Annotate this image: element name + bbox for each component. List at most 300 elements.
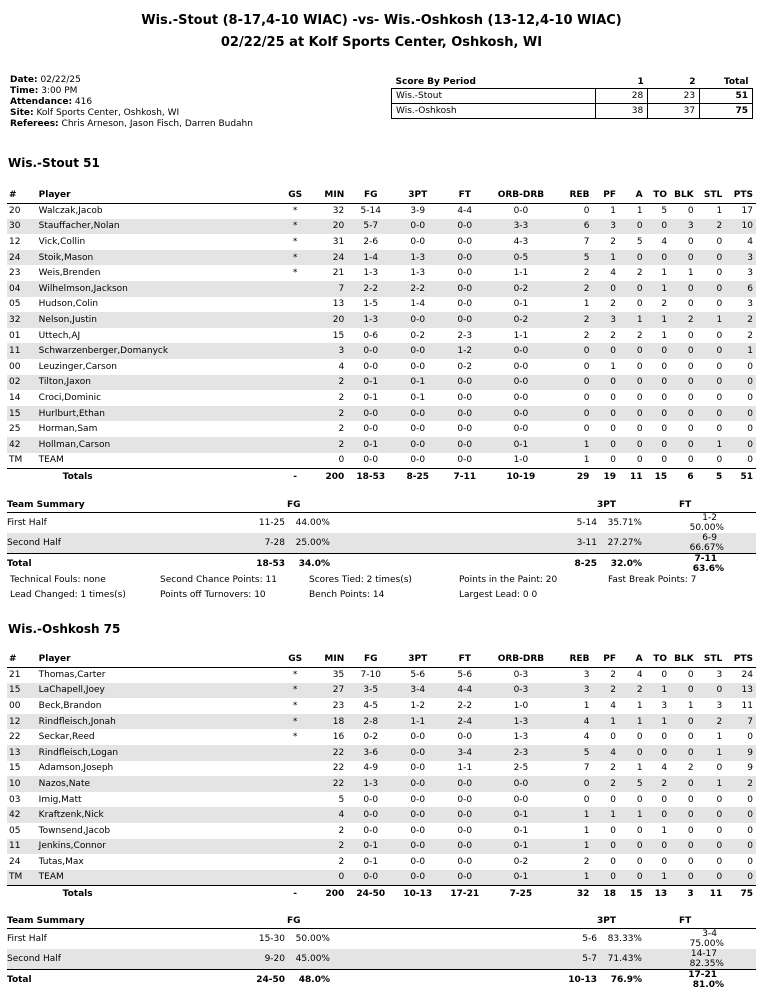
stat-cell: 0: [716, 236, 723, 247]
stat-cell: 5: [554, 250, 593, 266]
stat-cell: 1: [697, 745, 726, 761]
stat-cell: 05: [9, 825, 21, 836]
player-row: [7, 839, 756, 855]
stat-cell: 6: [554, 219, 593, 235]
stat-cell: Nelson,Justin: [39, 312, 284, 328]
stat-cell: 0-0: [457, 268, 473, 279]
stat-cell: 0: [747, 361, 753, 372]
stat-cell: 2: [306, 839, 347, 855]
stat-cell: 35: [332, 670, 345, 681]
stat-cell: 05: [9, 299, 21, 310]
player-row: [7, 250, 756, 266]
stat-cell: 4: [592, 745, 619, 761]
stat-cell: 0: [670, 437, 697, 453]
stat-cell: 0-0: [394, 807, 441, 823]
stat-cell: Kraftzenk,Nick: [39, 807, 284, 823]
summary-row: [7, 553, 756, 574]
column-header: PTS: [725, 652, 756, 667]
stat-cell: 14: [9, 392, 21, 403]
stat-cell: 3-3: [488, 219, 553, 235]
stat-cell: 4: [747, 236, 753, 247]
stat-cell: Rindfleisch,Jonah: [39, 714, 284, 730]
stat-cell: 2-4: [441, 714, 488, 730]
percentage: 63.6%: [692, 563, 724, 574]
stat-cell: [284, 297, 306, 313]
stat-cell: 2-5: [513, 763, 529, 774]
stat-cell: 2: [583, 856, 590, 867]
stat-cell: 0: [661, 361, 668, 372]
game-title: Wis.-Stout (8-17,4-10 WIAC) -vs- Wis.-Oshkosh (13-12,4-10 WIAC): [141, 13, 622, 28]
column-header: TO: [646, 652, 671, 667]
stat-cell: 1-1: [394, 714, 441, 730]
stat-cell: Nazos,Nate: [39, 776, 284, 792]
stat-cell: 3-4: [394, 683, 441, 699]
largest-lead: Largest Lead: 0 0: [459, 590, 538, 600]
player-row: [7, 807, 756, 823]
column-header: REB: [554, 652, 593, 667]
player-row: [7, 714, 756, 730]
stat-cell: 0: [592, 870, 619, 886]
stat-cell: 1: [554, 807, 593, 823]
stat-cell: 1-0: [513, 700, 529, 711]
total-cell: 10-19: [488, 468, 553, 485]
stat-cell: *: [292, 268, 298, 279]
column-header: FT: [441, 188, 488, 203]
stat-cell: 0: [583, 206, 590, 217]
stat-cell: 0-0: [394, 219, 441, 235]
stat-cell: 3: [554, 683, 593, 699]
stat-cell: 1-3: [363, 268, 379, 279]
stat-cell: 0: [716, 455, 723, 466]
stat-cell: 0: [697, 375, 726, 391]
stat-cell: 2: [697, 714, 726, 730]
stat-cell: 0: [583, 794, 590, 805]
stat-cell: 0: [725, 406, 756, 422]
period-row: Wis.-Oshkosh 38 37 75: [392, 104, 753, 119]
stat-cell: Tutas,Max: [38, 856, 84, 867]
stat-cell: 1: [554, 437, 593, 453]
stat-cell: 0: [670, 745, 697, 761]
stat-cell: 0-0: [513, 361, 529, 372]
stat-cell: 0-0: [410, 236, 426, 247]
stat-cell: 25: [9, 424, 21, 435]
game-info: [10, 75, 253, 130]
stat-cell: 2: [687, 763, 694, 774]
player-row: [7, 343, 756, 359]
stat-cell: 24: [7, 250, 39, 266]
stat-cell: 1: [697, 776, 726, 792]
made-attempted: 9-20: [264, 953, 285, 964]
total-cell: 75: [725, 885, 756, 902]
stat-cell: 0: [610, 732, 617, 743]
total-cell: 200: [306, 885, 347, 902]
total-header: Total: [723, 77, 749, 87]
player-row: [7, 776, 756, 792]
stat-cell: 0-0: [347, 406, 394, 422]
total-cell: 15: [619, 885, 646, 902]
stat-cell: 00: [9, 361, 21, 372]
stat-cell: 0: [636, 361, 643, 372]
stat-cell: 0: [636, 856, 643, 867]
total-cell: 5: [697, 468, 726, 485]
stat-cell: 0-0: [457, 455, 473, 466]
stat-cell: 0: [554, 375, 593, 391]
team-summary-oshkosh: [7, 915, 756, 990]
column-header: STL: [697, 188, 726, 203]
stat-cell: TM: [7, 870, 39, 886]
stat-cell: 7: [583, 763, 590, 774]
percentage: 45.00%: [295, 953, 330, 964]
stat-cell: 2: [610, 763, 617, 774]
stat-cell: 1: [619, 807, 646, 823]
player-row: [7, 870, 756, 886]
stat-cell: 0-6: [363, 330, 379, 341]
total-cell: 15: [646, 468, 671, 485]
percentage: 75.00%: [689, 938, 724, 949]
stat-cell: 0: [716, 361, 723, 372]
stat-cell: 1: [646, 870, 671, 886]
stat-cell: 2-6: [363, 236, 379, 247]
summary-label: Second Half: [7, 953, 61, 964]
stat-cell: 0-0: [441, 776, 488, 792]
stat-cell: 0-1: [410, 392, 426, 403]
stat-cell: 0-2: [363, 732, 379, 743]
time-line: Time: 3:00 PM: [10, 86, 78, 96]
stat-cell: 15: [7, 406, 39, 422]
stat-cell: 22: [306, 745, 347, 761]
stat-cell: 31: [332, 236, 345, 247]
stat-cell: 16: [332, 732, 345, 743]
stat-cell: 3-9: [410, 206, 426, 217]
stat-cell: 1: [636, 763, 643, 774]
stat-cell: 0: [592, 839, 619, 855]
stat-cell: 2: [636, 330, 643, 341]
stat-cell: 0-0: [441, 437, 488, 453]
column-header: 3PT: [394, 652, 441, 667]
stat-cell: 0: [687, 392, 694, 403]
stat-cell: Croci,Dominic: [38, 392, 102, 403]
stat-cell: 0-0: [457, 825, 473, 836]
percentage: 25.00%: [295, 537, 330, 548]
stat-cell: 5: [554, 745, 593, 761]
period-2-header: 2: [689, 77, 696, 87]
column-header: ORB-DRB: [488, 188, 553, 203]
stat-cell: 2: [697, 219, 726, 235]
stat-cell: 01: [9, 330, 21, 341]
made-attempted: 11-25: [258, 517, 285, 528]
total-cell: 7-25: [488, 885, 553, 902]
stat-cell: 0-0: [394, 437, 441, 453]
stat-cell: Seckar,Reed: [38, 732, 95, 743]
stat-cell: 0: [670, 683, 697, 699]
stat-cell: 0: [619, 219, 646, 235]
stat-cell: 0: [747, 732, 753, 743]
stat-cell: 0-0: [347, 807, 394, 823]
stat-cell: 0-0: [441, 312, 488, 328]
stat-cell: 0: [661, 424, 668, 435]
stat-cell: 0: [687, 825, 694, 836]
total-cell: 32: [554, 885, 593, 902]
stat-cell: 00: [9, 700, 21, 711]
stat-cell: 4: [636, 670, 643, 681]
stat-cell: [284, 281, 306, 297]
stat-cell: 03: [9, 794, 21, 805]
stat-cell: 15: [332, 330, 345, 341]
stat-cell: 20: [306, 312, 347, 328]
stat-cell: 0-0: [513, 206, 529, 217]
made-attempted: 7-28: [264, 537, 285, 548]
stat-cell: 0-1: [363, 392, 379, 403]
stat-cell: 0-0: [488, 406, 553, 422]
stat-cell: 1: [716, 206, 723, 217]
stat-cell: 0: [636, 794, 643, 805]
stat-cell: Wilhelmson,Jackson: [39, 281, 284, 297]
stat-cell: 1-3: [394, 250, 441, 266]
player-row: [7, 281, 756, 297]
total-cell: [7, 885, 39, 902]
stat-cell: 1: [592, 714, 619, 730]
stat-cell: 13: [725, 683, 756, 699]
stat-cell: 3: [592, 312, 619, 328]
stat-cell: 2: [306, 406, 347, 422]
total-cell: 6: [670, 468, 697, 485]
stat-cell: 0-0: [441, 406, 488, 422]
stat-cell: 0-0: [410, 732, 426, 743]
stat-cell: 5: [619, 776, 646, 792]
stat-cell: 1: [661, 268, 668, 279]
stat-cell: 2: [338, 424, 345, 435]
stat-cell: 3: [670, 219, 697, 235]
stat-cell: 0: [697, 343, 726, 359]
second-chance-points: Second Chance Points: 11: [160, 575, 277, 585]
stat-cell: [284, 776, 306, 792]
column-header: MIN: [306, 652, 347, 667]
stat-cell: 7: [306, 281, 347, 297]
stat-cell: 0-0: [457, 856, 473, 867]
summary-column-header: 3PT: [379, 499, 679, 512]
stat-cell: Hudson,Colin: [38, 299, 99, 310]
stat-cell: *: [284, 219, 306, 235]
stat-cell: 0: [583, 392, 590, 403]
stat-cell: 0: [619, 375, 646, 391]
totals-row: [7, 468, 756, 485]
stat-cell: 2: [338, 825, 345, 836]
stat-cell: 42: [7, 807, 39, 823]
stat-cell: 0: [661, 856, 668, 867]
stat-cell: 0: [610, 825, 617, 836]
stat-cell: 2: [306, 437, 347, 453]
summary-column-header: FT: [679, 915, 756, 928]
technical-fouls: Technical Fouls: none: [10, 575, 106, 585]
stat-cell: 11: [7, 839, 39, 855]
stat-cell: Horman,Sam: [38, 424, 98, 435]
total-cell: 51: [725, 468, 756, 485]
total-cell: 18-53: [347, 468, 394, 485]
column-header: GS: [284, 188, 306, 203]
percentage: 44.00%: [295, 517, 330, 528]
stat-cell: 0: [583, 424, 590, 435]
stat-cell: 2: [583, 330, 590, 341]
player-row: [7, 406, 756, 422]
made-attempted: 1-2: [702, 512, 717, 523]
stat-cell: Leuzinger,Carson: [38, 361, 117, 372]
player-row: [7, 312, 756, 328]
total-cell: 19: [592, 468, 619, 485]
total-cell: 29: [554, 468, 593, 485]
stat-cell: 0: [670, 807, 697, 823]
player-row: [7, 792, 756, 808]
stat-cell: 30: [7, 219, 39, 235]
stat-cell: 0: [646, 745, 671, 761]
stat-cell: 2: [636, 268, 643, 279]
stat-cell: 2: [747, 330, 753, 341]
column-header: PF: [592, 188, 619, 203]
stat-cell: 0: [725, 375, 756, 391]
stat-cell: 7: [725, 714, 756, 730]
stat-cell: 5-6: [457, 670, 473, 681]
stat-cell: 2-3: [457, 330, 473, 341]
stat-cell: 3: [716, 700, 723, 711]
stat-cell: 1: [716, 732, 723, 743]
stat-cell: 0-0: [457, 794, 473, 805]
stat-cell: 0-0: [394, 870, 441, 886]
stat-cell: 22: [9, 732, 21, 743]
stat-cell: 1: [636, 206, 643, 217]
stat-cell: 0: [670, 870, 697, 886]
stat-cell: 4: [610, 700, 617, 711]
score-by-period-label: Score By Period: [395, 77, 476, 87]
stat-cell: 2: [583, 268, 590, 279]
total-cell: 3: [670, 885, 697, 902]
stat-cell: 0: [725, 437, 756, 453]
stat-cell: 1-1: [513, 330, 529, 341]
stat-cell: 0: [554, 406, 593, 422]
player-row: [7, 203, 756, 219]
stat-cell: 1-3: [488, 714, 553, 730]
column-header: TO: [646, 188, 671, 203]
stat-cell: 1: [583, 825, 590, 836]
stat-cell: [284, 437, 306, 453]
player-row: [7, 234, 756, 250]
stat-cell: 0: [697, 406, 726, 422]
stat-cell: [284, 792, 306, 808]
stat-cell: 3-6: [347, 745, 394, 761]
stat-cell: 1: [646, 714, 671, 730]
stat-cell: 12: [7, 714, 39, 730]
score-by-period-table: [391, 76, 753, 119]
stat-cell: 0-1: [347, 375, 394, 391]
stat-cell: Vick,Collin: [38, 236, 86, 247]
made-attempted: 14-17: [690, 948, 717, 959]
column-header: PTS: [725, 188, 756, 203]
stat-cell: 0: [619, 745, 646, 761]
summary-column-header: 3PT: [379, 915, 679, 928]
points-off-turnovers: Points off Turnovers: 10: [160, 590, 266, 600]
stat-cell: 2-2: [394, 281, 441, 297]
total-cell: 10-13: [394, 885, 441, 902]
column-header: ORB-DRB: [488, 652, 553, 667]
stat-cell: 0: [646, 406, 671, 422]
percentage: 27.27%: [607, 537, 642, 548]
stat-cell: 0: [583, 361, 590, 372]
stat-cell: 10: [7, 776, 39, 792]
stat-cell: 1-2: [441, 343, 488, 359]
stat-cell: *: [284, 714, 306, 730]
stat-cell: 2-8: [347, 714, 394, 730]
stat-cell: 2-2: [457, 700, 473, 711]
summary-header-row: [7, 915, 756, 928]
stat-cell: 0-3: [488, 683, 553, 699]
percentage: 32.0%: [610, 558, 642, 569]
period-1-header: 1: [637, 77, 644, 87]
stat-cell: 2: [610, 670, 617, 681]
player-row: [7, 683, 756, 699]
stat-cell: [284, 375, 306, 391]
stat-cell: 0: [610, 392, 617, 403]
column-header: Player: [39, 188, 284, 203]
summary-row: [7, 928, 756, 949]
lead-changed: Lead Changed: 1 times(s): [10, 590, 126, 600]
stat-cell: [284, 745, 306, 761]
percentage: 76.9%: [610, 974, 642, 985]
total-cell: -: [284, 468, 306, 485]
stat-cell: 0: [646, 437, 671, 453]
stat-cell: 0: [592, 343, 619, 359]
stat-cell: 0: [661, 392, 668, 403]
stat-cell: 11: [7, 343, 39, 359]
stat-cell: 0: [697, 683, 726, 699]
stat-cell: 0: [716, 424, 723, 435]
player-row: [7, 437, 756, 453]
stat-cell: 4-9: [363, 763, 379, 774]
column-header: BLK: [670, 188, 697, 203]
stat-cell: 0: [725, 807, 756, 823]
stat-cell: 0: [646, 343, 671, 359]
stat-cell: [284, 870, 306, 886]
stat-cell: 0: [610, 424, 617, 435]
player-row: [7, 219, 756, 235]
stat-cell: 13: [332, 299, 345, 310]
stat-cell: 17: [741, 206, 753, 217]
stat-cell: 0: [670, 281, 697, 297]
stat-cell: Uttech,AJ: [38, 330, 81, 341]
player-row: [7, 453, 756, 469]
stat-cell: 1: [619, 312, 646, 328]
stat-cell: 0: [697, 281, 726, 297]
total-cell: Totals: [39, 468, 284, 485]
stat-cell: 0: [687, 794, 694, 805]
stat-cell: Hollman,Carson: [39, 437, 284, 453]
stat-cell: 1-3: [513, 732, 529, 743]
stat-cell: 0-0: [410, 361, 426, 372]
stat-cell: 0: [554, 776, 593, 792]
stat-cell: 0: [636, 732, 643, 743]
stat-cell: 0: [670, 714, 697, 730]
stat-cell: 4-4: [441, 683, 488, 699]
stat-cell: 6: [725, 281, 756, 297]
stat-cell: 22: [332, 763, 345, 774]
column-header: #: [7, 188, 39, 203]
stat-cell: 0-2: [457, 361, 473, 372]
column-header: A: [619, 652, 646, 667]
stat-cell: Townsend,Jacob: [38, 825, 111, 836]
stat-cell: 0: [646, 839, 671, 855]
stat-cell: 1: [687, 268, 694, 279]
stat-cell: 0: [610, 794, 617, 805]
player-row: [7, 854, 756, 870]
stat-cell: 0: [554, 343, 593, 359]
stat-cell: 0: [716, 392, 723, 403]
